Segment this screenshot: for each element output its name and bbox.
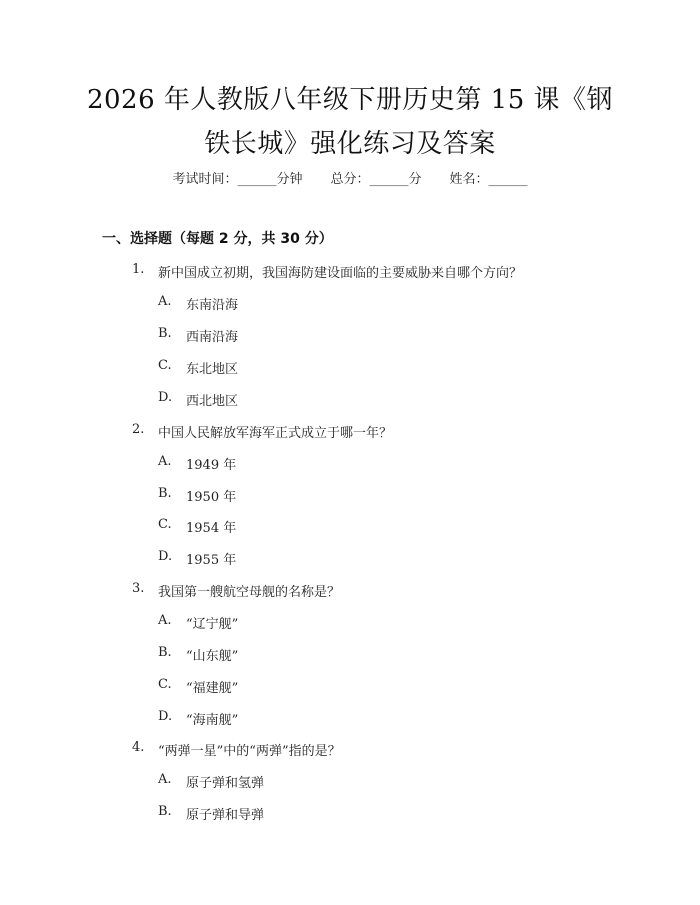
time-blank: ______: [237, 172, 277, 187]
option-text: 原子弹和氢弹: [186, 776, 265, 791]
score-blank: ______: [369, 172, 409, 187]
time-label: 考试时间：: [172, 172, 238, 187]
option-text: 1955 年: [186, 553, 237, 568]
score-label: 总分：: [330, 172, 370, 187]
option-text: 1954 年: [186, 521, 237, 536]
option-letter: C.: [158, 517, 172, 532]
option-letter: B.: [158, 486, 172, 501]
option-letter: B.: [158, 326, 172, 341]
option-text: “海南舰”: [186, 713, 239, 728]
option-text: “辽宁舰”: [186, 617, 239, 632]
option-text: 西南沿海: [186, 330, 239, 345]
option-letter: A.: [158, 772, 172, 787]
option-letter: B.: [158, 645, 172, 660]
option-letter: D.: [158, 709, 173, 724]
question-text: “两弹一星”中的“两弹”指的是？: [158, 744, 341, 759]
question-text: 新中国成立初期，我国海防建设面临的主要威胁来自哪个方向？: [158, 266, 523, 281]
question-text: 中国人民解放军海军正式成立于哪一年？: [158, 426, 393, 441]
option-text: 1949 年: [186, 458, 237, 473]
option-letter: D.: [158, 390, 173, 405]
question-number: 1.: [132, 262, 145, 277]
option-letter: D.: [158, 549, 173, 564]
question-text: 我国第一艘航空母舰的名称是？: [158, 585, 341, 600]
option-letter: A.: [158, 613, 172, 628]
title-line-2: 铁长城》强化练习及答案: [204, 129, 496, 159]
document-title: [60, 78, 640, 166]
name-label: 姓名：: [449, 172, 489, 187]
title-line-1: 2026 年人教版八年级下册历史第 15 课《钢: [86, 85, 614, 115]
question-number: 2.: [132, 422, 145, 437]
question-number: 4.: [132, 740, 145, 755]
time-unit: 分钟: [276, 172, 303, 187]
option-letter: A.: [158, 454, 172, 469]
section-title: 一、选择题（每题 2 分，共 30 分）: [102, 231, 333, 247]
option-letter: B.: [158, 804, 172, 819]
option-text: 西北地区: [186, 394, 239, 409]
score-unit: 分: [408, 172, 422, 187]
option-text: 原子弹和导弹: [186, 808, 265, 823]
option-letter: C.: [158, 677, 172, 692]
option-text: 东南沿海: [186, 298, 239, 313]
option-text: “福建舰”: [186, 681, 239, 696]
option-letter: A.: [158, 294, 172, 309]
option-text: 东北地区: [186, 362, 239, 377]
option-letter: C.: [158, 358, 172, 373]
option-text: 1950 年: [186, 490, 237, 505]
option-text: “山东舰”: [186, 649, 239, 664]
exam-info-line: [0, 168, 700, 187]
name-blank: ______: [488, 172, 528, 187]
question-number: 3.: [132, 581, 145, 596]
